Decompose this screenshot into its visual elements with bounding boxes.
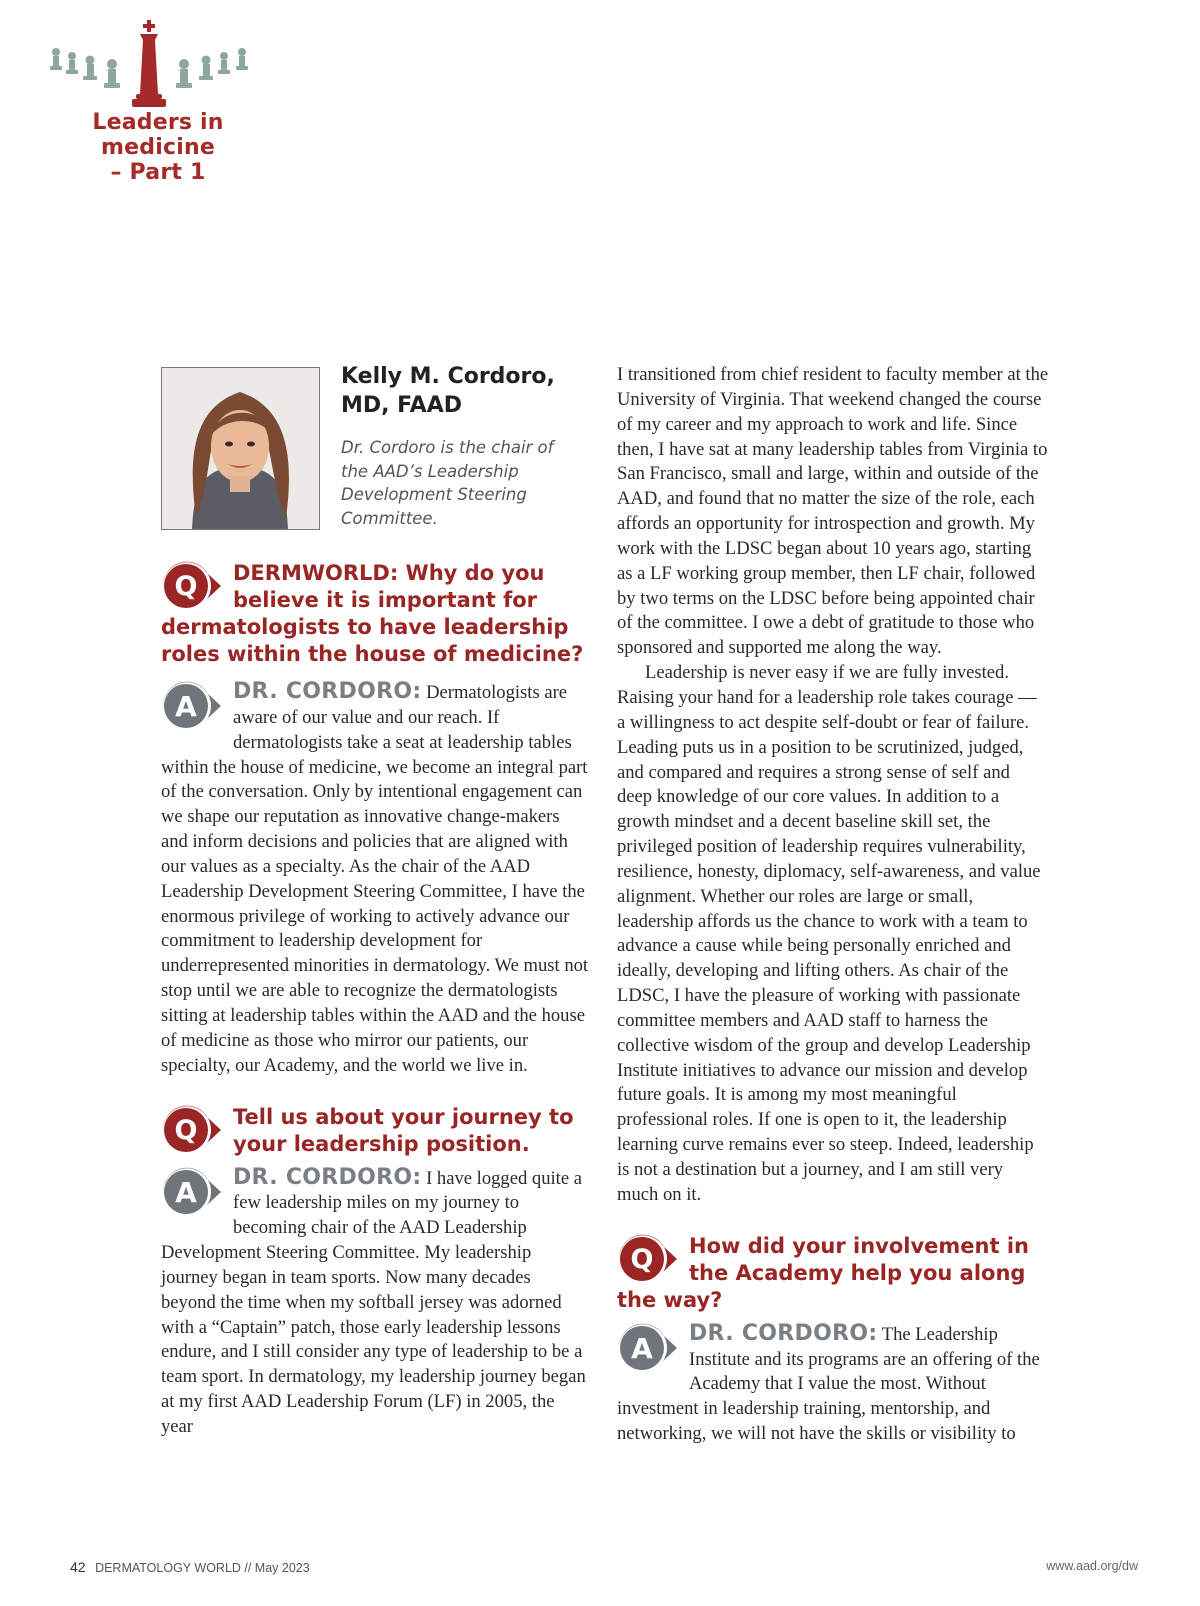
series-title-line2: – Part 1 [110, 160, 206, 185]
answer-3 [617, 1322, 1049, 1447]
series-title-line1: Leaders in medicine [92, 110, 224, 160]
question-3-text: How did your involvement in the Academy help you along the way? [617, 1233, 1029, 1312]
answer-bubble-icon [615, 1322, 679, 1374]
answer-1-label: DR. CORDORO: [233, 679, 422, 704]
pawn-icon [66, 52, 78, 74]
author-name [341, 362, 581, 420]
question-bubble-icon [159, 1104, 223, 1156]
svg-text:A: A [175, 690, 197, 723]
answer-2-text: I have logged quite a few leadership miles on my journey to becoming chair of the AAD Leadership Development Steering Committee. My leadership journey began in team sports. Now many decades beyond the time when my softball jersey was adorned with a “Captain” patch, those early leadership lessons endure, and I still consider any type of leadership to be a team sport. In dermatology, my leadership journey began at my first AAD Leadership Forum (LF) in 2005, the year [161, 1167, 586, 1437]
pawn-icon [218, 52, 230, 74]
left-column [161, 560, 589, 1440]
series-title [38, 110, 278, 185]
question-bubble-icon [159, 560, 223, 612]
answer-1 [161, 680, 589, 1079]
right-column [617, 363, 1049, 1447]
footer-left [70, 1559, 310, 1575]
question-bubble-icon [615, 1233, 679, 1285]
pawn-icon [236, 48, 248, 70]
answer-3-label: DR. CORDORO: [689, 1320, 878, 1346]
svg-text:A: A [631, 1331, 653, 1365]
pawn-icon [50, 48, 62, 70]
page-number: 42 [70, 1559, 86, 1575]
author-name-line1: Kelly M. Cordoro, [341, 364, 555, 389]
publication-info: DERMATOLOGY WORLD // May 2023 [95, 1561, 310, 1575]
question-3 [617, 1233, 1049, 1314]
svg-text:Q: Q [174, 1114, 198, 1146]
question-1-text: DERMWORLD: Why do you believe it is important for dermatologists to have leadership roles within the house of medicine? [161, 561, 584, 666]
answer-bubble-icon [159, 1166, 223, 1218]
pawn-icon [83, 56, 97, 81]
svg-text:Q: Q [630, 1243, 654, 1275]
question-2 [161, 1104, 589, 1158]
author-photo [161, 367, 320, 530]
answer-3-text: The Leadership Institute and its programs are an offering of the Academy that I value the most. Without investment in leadership training, mentorship, and networking, we will not have the skills or visibility to [617, 1323, 1040, 1445]
chess-pieces-logo [46, 18, 258, 110]
answer-2-label: DR. CORDORO: [233, 1164, 422, 1190]
svg-text:A: A [175, 1175, 197, 1209]
question-2-text: Tell us about your journey to your leadership position. [233, 1104, 574, 1156]
author-bio: Dr. Cordoro is the chair of the AAD’s Leadership Development Steering Committee. [341, 438, 554, 528]
answer-2 [161, 1166, 589, 1440]
king-icon [132, 20, 166, 107]
answer-bubble-icon [159, 680, 223, 732]
svg-text:Q: Q [174, 571, 198, 602]
pawn-icon [176, 59, 192, 88]
footer-url[interactable]: www.aad.org/dw [1046, 1559, 1138, 1573]
question-1 [161, 560, 589, 668]
answer-2-paragraph-2: Leadership is never easy if we are fully invested. Raising your hand for a leadership role takes courage — a willingness to act despite self-doubt or fear of failure. Leading puts us in a position to be scrutinized, judged, and compared and requires a strong sense of self and deep knowledge of our core values. In addition to a growth mindset and a decent baseline skill set, the privileged position of leadership requires vulnerability, resilience, honesty, diplomacy, self-awareness, and value alignment. Whether our roles are large or small, leadership affords us the chance to work with a team to advance a cause while being personally enriched and ideally, developing and lifting others. As chair of the LDSC, I have the pleasure of working with passionate committee members and AAD staff to harness the collective wisdom of the group and develop Leadership Institute initiatives to advance our mission and develop future goals. It is among my most meaningful professional roles. If one is open to it, the leadership learning curve remains ever so steep. Indeed, leadership is not a destination but a journey, and I am still very much on it. [617, 662, 1041, 1205]
answer-2-continued: I transitioned from chief resident to faculty member at the University of Virginia. That weekend changed the course of my career and my approach to work and life. Since then, I have sat at many leadership tables from Virginia to San Francisco, small and large, within and outside of the AAD, and found that no matter the size of the role, each affords an opportunity for introspection and growth. My work with the LDSC began about 10 years ago, starting as a LF working group member, then LF chair, followed by two terms on the LDSC before being appointed chair of the committee. I owe a debt of gratitude to those who sponsored and supported me along the way. [617, 364, 1049, 659]
answer-1-text: Dermatologists are aware of our value and our reach. If dermatologists take a seat at leadership tables within the house of medicine, we become an integral part of the conversation. Only by intentional engagement can we shape our reputation as innovative change-makers and inform decisions and policies that are aligned with our values as a specialty. As the chair of the AAD Leadership Development Steering Committee, I have the enormous privilege of working to actively advance our commitment to leadership development for underrepresented minorities in dermatology. We must not stop until we are able to recognize the dermatologists sitting at leadership tables within the AAD and the house of medicine as those who mirror our patients, our specialty, our Academy, and the world we live in. [161, 682, 589, 1076]
portrait-illustration [162, 368, 319, 529]
pawn-icon [104, 59, 120, 88]
author-name-line2: MD, FAAD [341, 393, 462, 418]
pawn-icon [199, 56, 213, 81]
